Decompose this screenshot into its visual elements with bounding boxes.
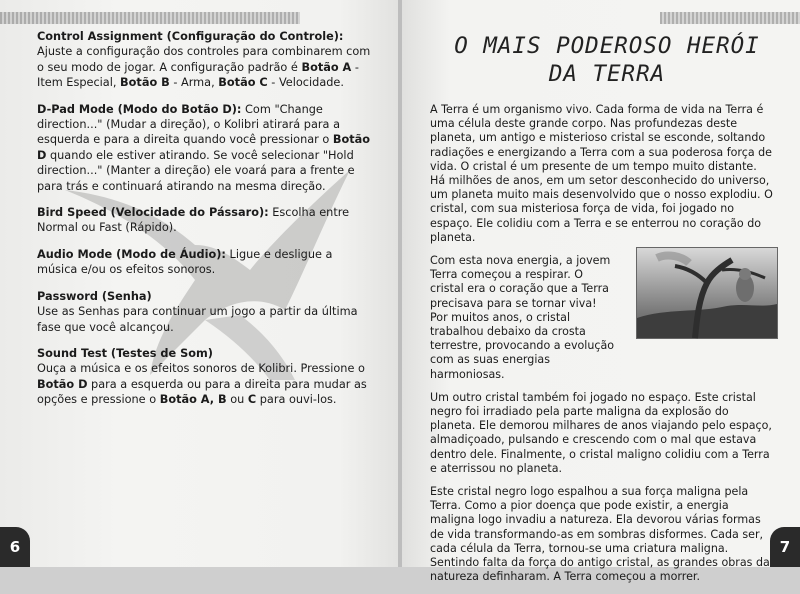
page-number-left: 6 (0, 527, 30, 567)
story-paragraph: A Terra é um organismo vivo. Cada forma de vida na Terra é uma célula deste grande corpo. Nas profundezas deste planeta, um antigo e misterioso cristal se esconde, soltando radiações e energizando a Terra com a sua poderosa força de vida. O cristal é um presente de um tempo muito distante. Há milhões de anos, em um setor desconhecido do universo, um planeta muito mais desenvolvido que o nosso explodiu. O cristal, com sua misteriosa força de vida, foi jogado no espaço. Ele colidiu com a Terra e se enterrou no coração do planeta. (430, 103, 773, 244)
left-page (0, 0, 398, 567)
option-description: Escolha entre Normal ou Fast (Rápido). (37, 206, 350, 235)
story-paragraph: Um outro cristal também foi jogado no espaço. Este cristal negro foi irradiado pela parte maligna da explosão do planeta. Ele demorou milhares de anos viajando pelo espaço, almadiçoado, pulsando e crescendo com o mal que estava dentro dele. Finalmente, o cristal maligno colidiu com a Terra e aterrissou no planeta. (430, 390, 772, 475)
option-sound-test (37, 346, 372, 408)
option-description: - Item Especial, (37, 60, 359, 90)
button-reference: C (247, 393, 257, 407)
options-list (37, 29, 372, 419)
story-paragraph: Este cristal negro logo espalhou a sua força maligna pela Terra. Como a pior doença que pode existir, a energia maligna logo invadiu a natureza. Ela devorou várias formas de vida transformando-as em sombras disformes. Cada ser, cada célula da Terra, tornou-se uma criatura maligna. Sentindo falta da força do antigo cristal, as grandes obras da natureza definharam. A Terra começou a morrer. (430, 485, 770, 584)
option-audio-mode (37, 247, 372, 278)
option-description: para ouvi-los. (256, 393, 337, 407)
game-scene-illustration (636, 247, 778, 339)
option-control-assignment (37, 29, 372, 91)
option-bird-speed (37, 205, 372, 236)
option-description: Use as Senhas para continuar um jogo a partir da última fase que você alcançou. (37, 305, 358, 334)
option-dpad-mode (37, 102, 372, 194)
option-description: ou (226, 393, 248, 407)
right-page (402, 0, 800, 584)
option-label: Sound Test (Testes de Som) (37, 346, 213, 360)
title-line-1: O MAIS PODEROSO HERÓI (454, 33, 760, 59)
option-label: Bird Speed (Velocidade do Pássaro): (37, 206, 269, 220)
option-description: Ouça a música e os efeitos sonoros de Kolibri. Pressione o (37, 362, 365, 376)
option-label: D-Pad Mode (Modo do Botão D): (37, 102, 242, 116)
button-reference: Botão D (37, 133, 371, 162)
option-description: - Velocidade. (267, 76, 344, 90)
button-reference: Botão A (301, 60, 352, 74)
page-title (427, 32, 787, 88)
button-reference: Botão C (218, 76, 268, 90)
option-label: Control Assignment (Configuração do Controle): (37, 30, 344, 43)
option-password (37, 289, 372, 335)
option-label: Password (Senha) (37, 289, 152, 303)
option-label: Audio Mode (Modo de Áudio): (37, 247, 226, 261)
option-description: Com "Change direction..." (Mudar a direção), o Kolibri atirará para a esquerda e para a direita quando você pressionar o (37, 102, 340, 147)
option-description: Ajuste a configuração dos controles para combinarem com o seu modo de jogar. A configuração padrão é (37, 45, 371, 74)
tree-and-bird-scene-icon (637, 248, 777, 338)
option-description: quando ele estiver atirando. Se você selecionar "Hold direction..." (Manter a direção) ele voará para a frente e para trás e continuará atirando na mesma direção. (37, 148, 355, 193)
button-reference: Botão A, B (159, 393, 227, 407)
option-description: Ligue e desligue a música e/ou os efeitos sonoros. (37, 247, 333, 277)
button-reference: Botão D (37, 377, 88, 391)
option-description: para a esquerda ou para a direita para mudar as opções e pressione o (37, 377, 367, 407)
header-stripe (660, 12, 800, 24)
story-paragraph: Com esta nova energia, a jovem Terra começou a respirar. O cristal era o coração que a Terra precisava para se tornar viva! Por muitos anos, o cristal trabalhou debaixo da crosta terrestre, provocando a evolução com as suas energias harmoniosas. (430, 254, 615, 381)
option-description: - Arma, (169, 76, 219, 90)
button-reference: Botão B (120, 76, 170, 90)
title-line-2: DA TERRA (548, 61, 666, 87)
page-number-right: 7 (770, 527, 800, 567)
story-text (430, 103, 774, 594)
header-stripe (0, 12, 300, 24)
